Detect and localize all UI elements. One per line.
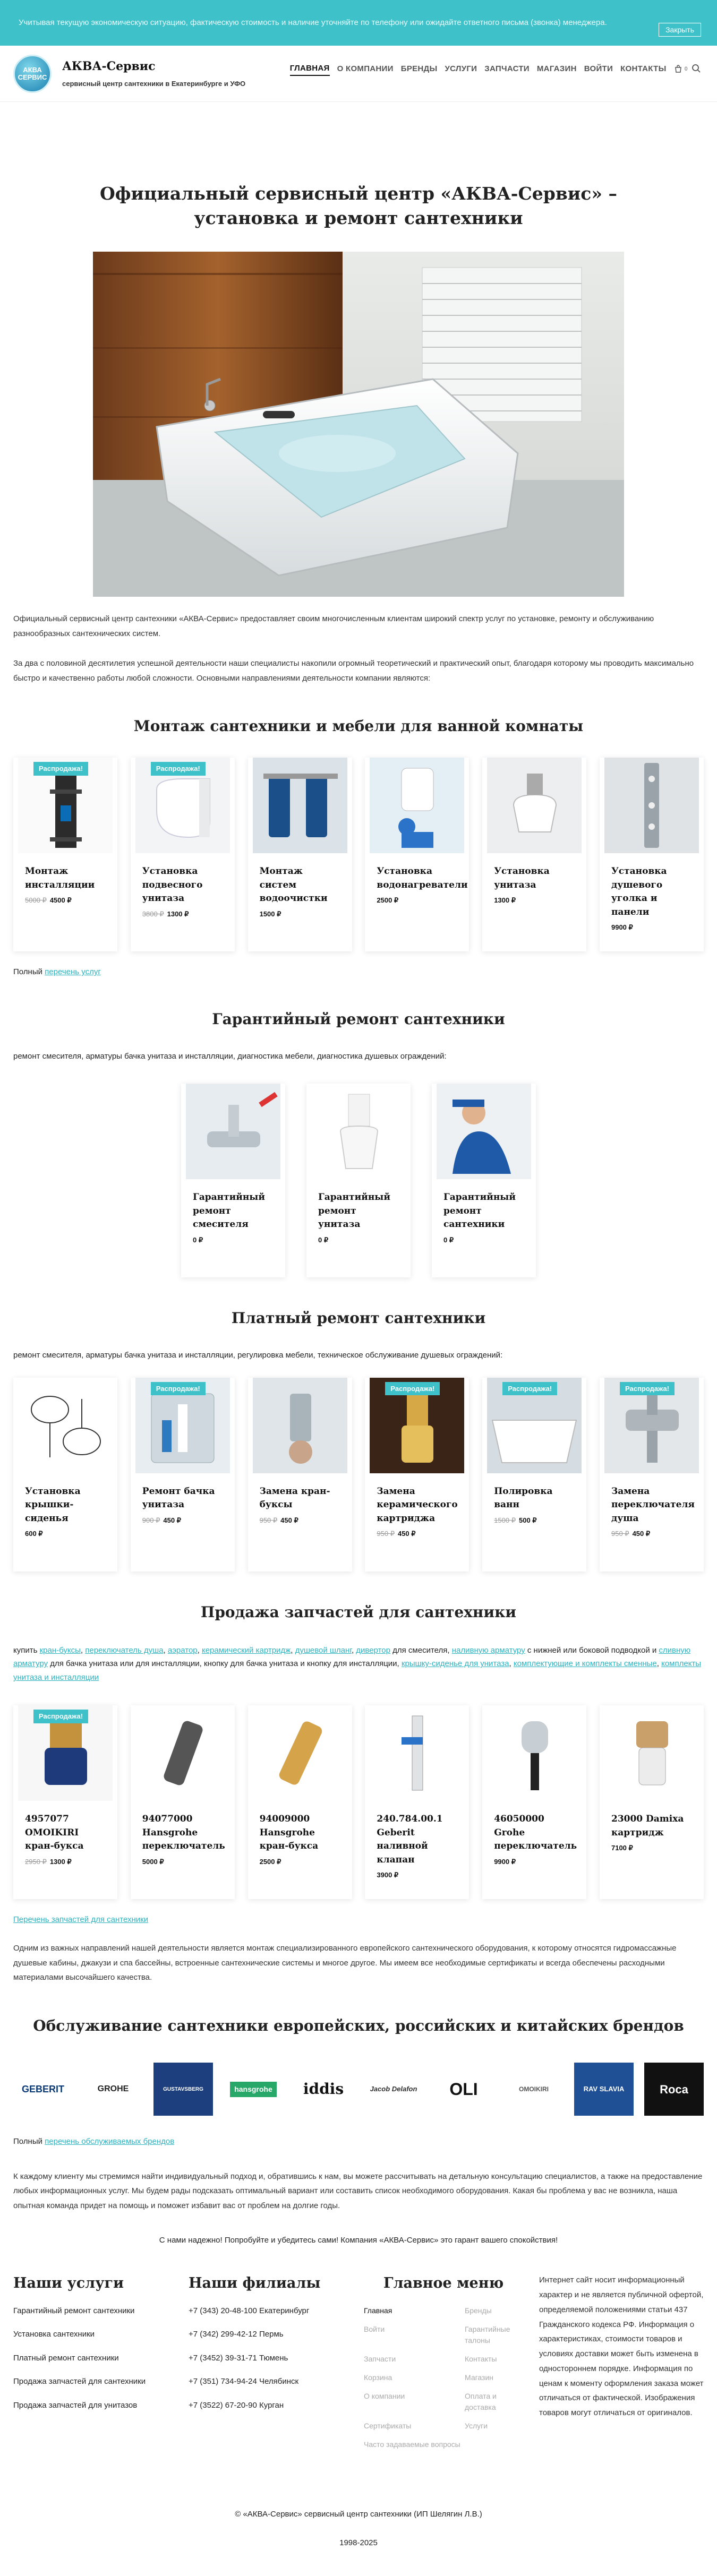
product-title[interactable]: 46050000 Grohe переключатель [494, 1814, 577, 1852]
parts-heading: Продажа запчастей для сантехники [200, 1603, 517, 1621]
logo-text-2: СЕРВИС [18, 73, 47, 81]
parts-desc-text: , [656, 1659, 662, 1669]
old-price: 950 ₽ [611, 1530, 629, 1538]
branch-phone[interactable]: +7 (342) 299-42-12 Пермь [189, 2330, 284, 2339]
product-title[interactable]: Замена кран-буксы [259, 1486, 330, 1510]
product-price [181, 1232, 285, 1249]
parts-desc-text: , [197, 1645, 202, 1655]
install-grid [13, 758, 704, 951]
branch-phone[interactable]: +7 (3522) 67-20-90 Курган [189, 2400, 284, 2410]
damixa-cartridge-image [604, 1705, 699, 1801]
nav-item-login[interactable]: ВОЙТИ [584, 64, 613, 73]
parts-link-line [13, 1914, 704, 1926]
parts-desc-text: купить [13, 1645, 40, 1655]
product-title[interactable]: Монтаж систем водоочистки [259, 866, 328, 904]
product-title[interactable]: 94009000 Hansgrohe кран-букса [259, 1814, 319, 1852]
current-price: 2500 ₽ [377, 896, 399, 905]
footer-services-title: Наши услуги [13, 2275, 124, 2292]
brand-logo-oli[interactable]: OLI [449, 2080, 478, 2099]
old-price: 950 ₽ [377, 1530, 395, 1538]
product-title[interactable]: 23000 Damixa картридж [611, 1814, 684, 1838]
product-title[interactable]: Монтаж инсталляции [25, 866, 95, 890]
product-price [248, 1512, 352, 1529]
old-price: 900 ₽ [142, 1516, 160, 1524]
nav-item-parts[interactable]: ЗАПЧАСТИ [484, 64, 530, 73]
product-price [482, 1512, 586, 1529]
site-tagline: сервисный центр сантехники в Екатеринбурге и УФО [62, 80, 246, 88]
product-title[interactable]: Ремонт бачка унитаза [142, 1486, 215, 1510]
parts-grid [13, 1705, 704, 1899]
footer-menu-item[interactable]: Магазин [465, 2373, 494, 2382]
site-logo[interactable] [13, 55, 52, 93]
product-price [248, 906, 352, 923]
page-title: Официальный сервисный центр «АКВА-Сервис» – установка и ремонт сантехники [100, 183, 617, 229]
plumber-image [437, 1084, 531, 1179]
brand-logo-iddis[interactable]: iddis [303, 2080, 344, 2098]
product-card[interactable] [482, 1705, 586, 1899]
toilet-repair-image [311, 1084, 406, 1179]
toilet-install-image [487, 758, 582, 853]
brand-logo-geberit[interactable]: GEBERIT [21, 2083, 64, 2094]
footer-services [13, 2273, 173, 2450]
parts-category-link[interactable]: керамический картридж [201, 1645, 291, 1655]
chrome-switch-image [487, 1705, 582, 1801]
sale-badge: Распродажа! [33, 762, 88, 776]
product-card[interactable] [248, 1378, 352, 1572]
current-price: 450 ₽ [632, 1530, 651, 1538]
footer-service-link[interactable]: Продажа запчастей для сантехники [13, 2377, 146, 2386]
link-prefix: Полный [13, 2137, 45, 2146]
cart-icon [674, 65, 682, 73]
brand-logo-grohe[interactable]: GROHE [97, 2084, 129, 2094]
cart-count: 0 [684, 66, 688, 72]
product-title[interactable]: 240.784.00.1 Geberit наливной клапан [377, 1814, 443, 1865]
product-price [365, 1867, 469, 1884]
notice-bar [0, 0, 717, 46]
parts-desc [13, 1644, 704, 1685]
sale-badge: Распродажа! [385, 1382, 440, 1396]
current-price: 450 ₽ [163, 1516, 181, 1524]
water-filter-image [253, 758, 347, 853]
parts-desc-text: , [80, 1645, 86, 1655]
toilet-seat-image [18, 1378, 113, 1473]
product-card[interactable] [13, 1705, 117, 1899]
parts-category-link[interactable]: аэратор [167, 1645, 198, 1655]
copyright: © «АКВА-Сервис» сервисный центр сантехники (ИП Шелягин Л.В.) [235, 2509, 482, 2519]
branch-phone[interactable]: +7 (3452) 39-31-71 Тюмень [189, 2353, 288, 2363]
warranty-grid [13, 1084, 704, 1277]
product-card[interactable] [248, 1705, 352, 1899]
hero-image-bathtub [93, 252, 624, 597]
brass-cartridge-image [253, 1705, 347, 1801]
old-price: 5000 ₽ [25, 896, 47, 905]
parts-desc-text: для бачка унитаза или для инсталляции, кнопку для бачка унитаза и кнопку для инсталляции, [48, 1659, 402, 1669]
parts-category-link[interactable]: сливную арматуру [13, 1645, 691, 1669]
sale-badge: Распродажа! [151, 1382, 206, 1396]
current-price: 1300 ₽ [167, 909, 189, 918]
shower-panel-image [604, 758, 699, 853]
sale-badge: Распродажа! [502, 1382, 557, 1396]
branch-phone[interactable]: +7 (343) 20-48-100 Екатеринбург [189, 2306, 310, 2315]
footer-menu-item[interactable]: Корзина [364, 2373, 392, 2382]
product-card[interactable] [131, 1378, 235, 1572]
current-price: 1500 ₽ [259, 909, 281, 918]
notice-close-button[interactable]: Закрыть [659, 23, 701, 37]
sale-badge: Распродажа! [151, 762, 206, 776]
footer-menu-item[interactable]: Услуги [465, 2421, 488, 2430]
current-price: 2500 ₽ [259, 1857, 281, 1866]
parts-desc-text: с нижней или боковой подводкой и [525, 1645, 659, 1655]
footer-menu-item[interactable]: Главная [364, 2306, 392, 2315]
brands-heading: Обслуживание сантехники европейских, российских и китайских брендов [33, 2017, 684, 2035]
nav-item-about[interactable]: О КОМПАНИИ [337, 64, 394, 73]
footer-menu-grid [364, 2305, 523, 2450]
old-price: 2950 ₽ [25, 1857, 47, 1866]
valve-replace-image [253, 1378, 347, 1473]
warranty-heading: Гарантийный ремонт сантехники [212, 1010, 505, 1028]
product-card[interactable] [482, 758, 586, 951]
footer-menu-item[interactable]: О компании [364, 2391, 405, 2400]
nav-item-home[interactable]: ГЛАВНАЯ [290, 63, 330, 76]
search-icon[interactable] [692, 64, 701, 73]
product-title[interactable]: Гарантийный ремонт унитаза [318, 1192, 390, 1230]
footer-branches-title: Наши филиалы [189, 2275, 321, 2292]
product-title[interactable]: 94077000 Hansgrohe переключатель [142, 1814, 225, 1852]
footer-menu-item[interactable]: Войти [364, 2324, 385, 2333]
parts-desc-text: , [163, 1645, 168, 1655]
parts-desc-text: , [509, 1659, 514, 1669]
services-list-link[interactable]: перечень услуг [45, 967, 101, 977]
product-title[interactable]: 4957077 OMOIKIRI кран-букса [25, 1814, 84, 1852]
product-title[interactable]: Замена переключателя душа [611, 1486, 695, 1524]
product-title[interactable]: Замена керамического картриджа [377, 1486, 458, 1524]
approach-text: К каждому клиенту мы стремимся найти индивидуальный подход и, обратившись к нам, вы можете рассчитывать на детальную консультацию специалистов, а также на предоставление любых информационных услуг. Мы будем рады подсказать оптимальный вариант или составить список необходимого оборудования. Какая бы проблема у вас не возникла, наша опытная команда придет на помощь и поможет избавит вас от проблем на долгие годы. [13, 2171, 703, 2211]
warranty-desc: ремонт смесителя, арматуры бачка унитаза и инсталляции, диагностика мебели, диагностика душевых ограждений: [13, 1051, 447, 1061]
footer-menu-item[interactable]: Гарантийные талоны [465, 2324, 510, 2345]
product-price [13, 1525, 117, 1542]
footer-service-link[interactable]: Продажа запчастей для унитазов [13, 2400, 138, 2410]
footer-service-link[interactable]: Платный ремонт сантехники [13, 2353, 119, 2363]
product-price [13, 892, 117, 909]
brand-logo-rav-slavia[interactable]: RAV SLAVIA [574, 2063, 634, 2116]
sale-badge: Распродажа! [33, 1710, 88, 1723]
product-price [600, 1525, 704, 1542]
product-card[interactable] [365, 1705, 469, 1899]
product-price [248, 1853, 352, 1870]
product-card[interactable] [432, 1084, 536, 1277]
product-title[interactable]: Гарантийный ремонт смесителя [193, 1192, 265, 1230]
paid-heading: Платный ремонт сантехники [231, 1309, 486, 1327]
parts-category-link[interactable]: крышку-сиденье для унитаза [401, 1659, 509, 1669]
current-price: 4500 ₽ [49, 896, 72, 905]
switch-part-image [135, 1705, 230, 1801]
brand-logos [13, 2057, 704, 2121]
footer-menu-item[interactable]: Сертификаты [364, 2421, 412, 2430]
product-title[interactable]: Установка водонагреватели [377, 866, 468, 890]
product-price [432, 1232, 536, 1249]
footer [13, 2273, 704, 2450]
old-price: 950 ₽ [259, 1516, 278, 1524]
brand-block [62, 58, 245, 89]
intro-paragraph-1: Официальный сервисный центр сантехники «АКВА-Сервис» предоставляет своим многочисленным клиентам широкий спектр услуг по установке, ремонту и обслуживанию разнообразных сантехнических систем. [13, 614, 654, 639]
current-price: 1300 ₽ [49, 1857, 72, 1866]
product-price [13, 1853, 117, 1870]
main-nav [290, 63, 688, 76]
site-header [0, 46, 717, 102]
product-card[interactable] [600, 1378, 704, 1572]
footer-menu-item[interactable]: Контакты [465, 2354, 497, 2363]
footer-menu [364, 2273, 523, 2450]
notice-text: Учитывая текущую экономическую ситуацию, фактическую стоимость и наличие уточняйте по телефону или ожидайте ответного письма (звонка) менеджера. [19, 18, 607, 27]
sale-badge: Распродажа! [620, 1382, 675, 1396]
old-price: 3800 ₽ [142, 909, 164, 918]
nav-item-brands[interactable]: БРЕНДЫ [400, 64, 438, 73]
product-price [131, 1512, 235, 1529]
main-content [13, 182, 704, 2576]
current-price: 0 ₽ [193, 1235, 203, 1244]
current-price: 500 ₽ [519, 1516, 537, 1524]
footer-branches [189, 2273, 348, 2450]
logo-text-1: АКВА [23, 65, 42, 74]
footer-menu-item[interactable]: Запчасти [364, 2354, 396, 2363]
copyright-years: 1998-2025 [339, 2538, 378, 2548]
brand-logo-jacob-delafon[interactable]: Jacob Delafon [370, 2085, 417, 2093]
cart-button[interactable] [674, 65, 688, 74]
product-title[interactable]: Установка крышки-сиденья [25, 1486, 81, 1524]
current-price: 5000 ₽ [142, 1857, 164, 1866]
brand-logo-gustavsberg[interactable]: GUSTAVSBERG [153, 2063, 213, 2116]
current-price: 450 ₽ [280, 1516, 298, 1524]
current-price: 0 ₽ [318, 1235, 329, 1244]
product-card[interactable] [306, 1084, 411, 1277]
current-price: 600 ₽ [25, 1530, 43, 1538]
brand-logo-roca[interactable]: Roca [644, 2063, 704, 2116]
site-name[interactable]: АКВА-Сервис [62, 59, 156, 74]
product-title[interactable]: Установка унитаза [494, 866, 550, 890]
current-price: 450 ₽ [397, 1530, 416, 1538]
current-price: 0 ₽ [443, 1235, 454, 1244]
intro-paragraph-2: За два с половиной десятилетия успешной деятельности наши специалисты накопили огромный теоретический и практический опыт, благодаря которому мы проводить максимально быстро и качественно работы любой сложности. Основными направлениями деятельности компании являются: [13, 658, 694, 683]
footer-service-link[interactable]: Установка сантехники [13, 2330, 95, 2339]
current-price: 3900 ₽ [377, 1871, 399, 1879]
product-title[interactable]: Полировка ванн [494, 1486, 553, 1510]
product-price [131, 906, 235, 923]
paid-desc: ремонт смесителя, арматуры бачка унитаза и инсталляции, регулировка мебели, техническое обслуживание душевых ограждений: [13, 1351, 503, 1360]
product-card[interactable] [482, 1378, 586, 1572]
product-card[interactable] [181, 1084, 285, 1277]
current-price: 1300 ₽ [494, 896, 516, 905]
brands-link-line [13, 2136, 704, 2148]
brand-logo-omoikiri[interactable]: OMOIKIRI [519, 2085, 549, 2093]
product-price [482, 892, 586, 909]
nav-item-shop[interactable]: МАГАЗИН [536, 64, 577, 73]
parts-desc-text: для смесителя, [390, 1645, 452, 1655]
product-price [131, 1853, 235, 1870]
parts-desc-text: , [291, 1645, 295, 1655]
brand-logo-hansgrohe[interactable]: hansgrohe [224, 2063, 283, 2116]
install-link-line [13, 966, 704, 978]
parts-desc-text: , [351, 1645, 356, 1655]
footer-menu-title: Главное меню [383, 2275, 504, 2292]
footer-disclaimer: Интернет сайт носит информационный характер и не является публичной офертой, определяемой положениями статьи 437 Гражданского кодекса РФ. Информация о характеристиках, стоимости товаров и условиях доставки может быть изменена в одностороннем порядке. Информация по ценам к моменту оформления заказа может отличаться от фактической. Изображения товаров могут отличаться от оригиналов. [539, 2276, 704, 2418]
parts-category-link[interactable]: наливную арматуру [451, 1645, 525, 1655]
parts-category-link[interactable]: душевой шланг [295, 1645, 352, 1655]
link-prefix: Полный [13, 967, 45, 977]
product-price [365, 892, 469, 909]
product-title[interactable]: Гарантийный ремонт сантехники [443, 1192, 516, 1230]
product-card[interactable] [13, 1378, 117, 1572]
product-card[interactable] [13, 758, 117, 951]
parts-category-link[interactable]: комплекты унитаза и инсталляции [13, 1659, 702, 1682]
old-price: 1500 ₽ [494, 1516, 516, 1524]
product-price [600, 919, 704, 936]
install-heading: Монтаж сантехники и мебели для ванной комнаты [133, 717, 584, 735]
parts-list-link[interactable]: Перечень запчастей для сантехники [13, 1915, 149, 1925]
product-title[interactable]: Установка душевого уголка и панели [611, 866, 667, 917]
water-heater-image [370, 758, 464, 853]
parts-category-link[interactable]: дивертор [356, 1645, 390, 1655]
european-equipment-text: Одним из важных направлений нашей деятельности является монтаж специализированного европейского сантехнического оборудования, к которому относятся гидромассажные душевые кабины, джакузи и спа бассейны, встроенные сантехнические системы и многое другое. Мы имеем все необходимые сертификаты и всегда обеспечены расходными материалами высочайшего качества. [13, 1943, 677, 1982]
nav-item-contacts[interactable]: КОНТАКТЫ [620, 64, 667, 73]
fill-valve-image [370, 1705, 464, 1801]
trust-text: С нами надежно! Попробуйте и убедитесь сами! Компания «АКВА-Сервис» это гарант вашего спокойствия! [159, 2235, 558, 2245]
product-price [306, 1232, 411, 1249]
nav-item-services[interactable]: УСЛУГИ [445, 64, 477, 73]
current-price: 9900 ₽ [611, 923, 633, 932]
parts-category-link[interactable]: переключатель душа [85, 1645, 164, 1655]
product-price [482, 1853, 586, 1870]
current-price: 7100 ₽ [611, 1844, 633, 1852]
footer-menu-item[interactable]: Бренды [465, 2306, 492, 2315]
footer-menu-item[interactable]: Оплата и доставка [465, 2391, 497, 2411]
product-price [365, 1525, 469, 1542]
current-price: 9900 ₽ [494, 1857, 516, 1866]
footer-menu-item[interactable]: Часто задаваемые вопросы [364, 2440, 460, 2449]
paid-grid [13, 1378, 704, 1572]
branch-phone[interactable]: +7 (351) 734-94-24 Челябинск [189, 2377, 299, 2386]
product-price [600, 1840, 704, 1857]
product-title[interactable]: Установка подвесного унитаза [142, 866, 203, 904]
product-card[interactable] [600, 758, 704, 951]
product-card[interactable] [131, 1705, 235, 1899]
parts-category-link[interactable]: кран-буксы [39, 1645, 81, 1655]
brands-list-link[interactable]: перечень обслуживаемых брендов [45, 2137, 175, 2146]
footer-service-link[interactable]: Гарантийный ремонт сантехники [13, 2306, 135, 2315]
parts-category-link[interactable]: комплектующие и комплекты сменные [513, 1659, 657, 1669]
product-card[interactable] [365, 758, 469, 951]
product-card[interactable] [131, 758, 235, 951]
product-card[interactable] [365, 1378, 469, 1572]
mixer-repair-image [186, 1084, 280, 1179]
product-card[interactable] [248, 758, 352, 951]
product-card[interactable] [600, 1705, 704, 1899]
